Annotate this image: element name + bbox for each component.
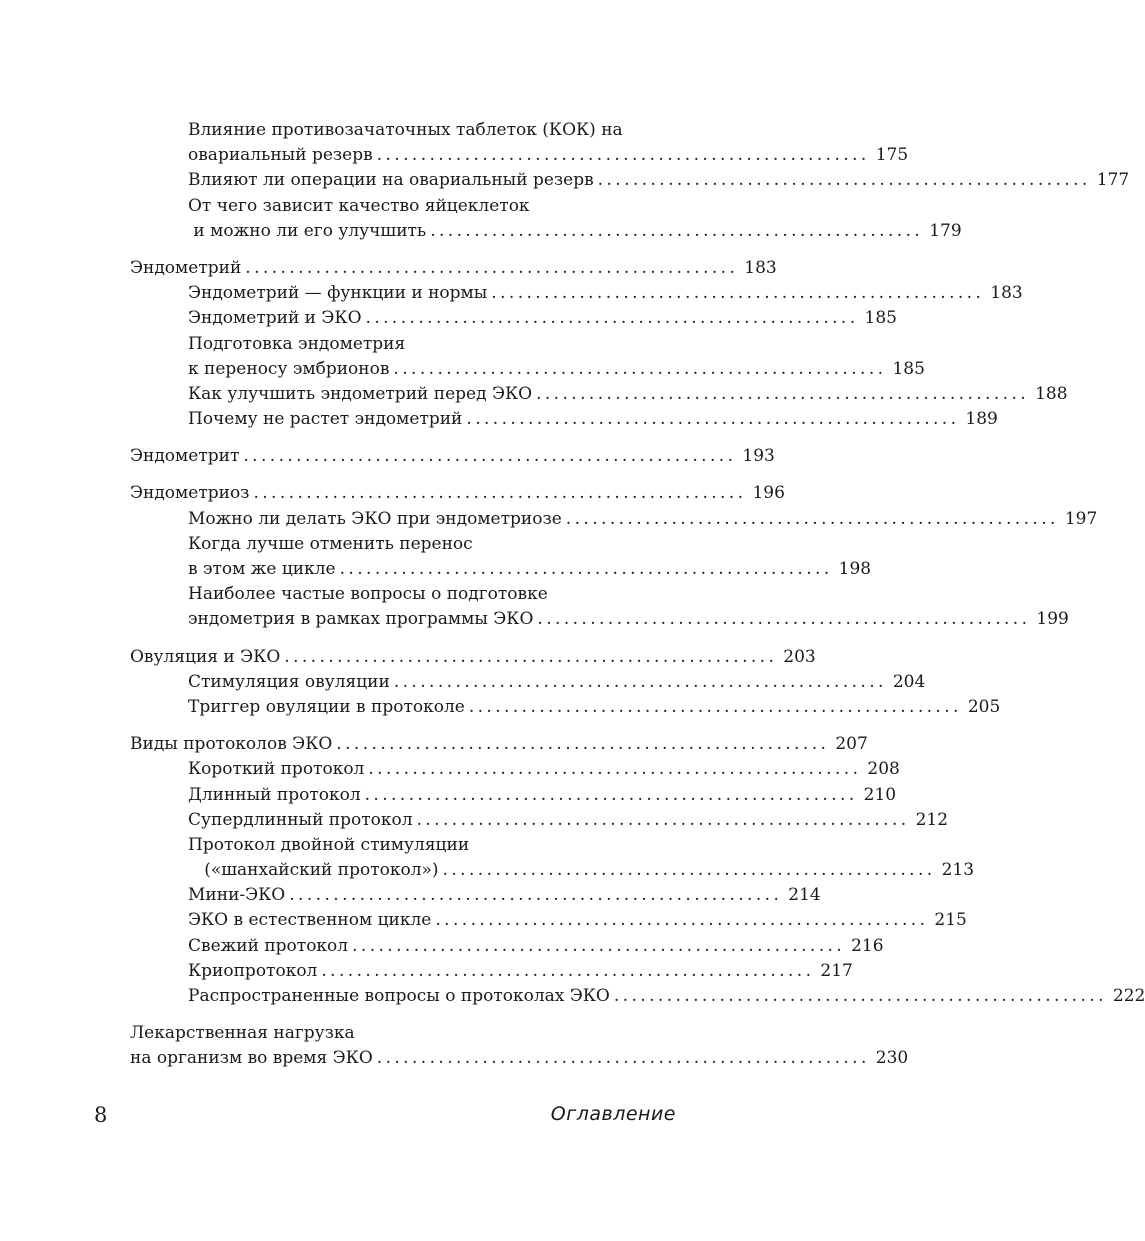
- toc-dot-leader: ........................................................: [416, 809, 910, 830]
- toc-entry-title: Лекарственная нагрузка: [130, 1023, 355, 1044]
- toc-entry-title: Короткий протокол: [188, 759, 365, 780]
- page-number: 8: [94, 1103, 108, 1127]
- toc-dot-leader: ........................................................: [468, 696, 962, 717]
- toc-page-number: 207: [835, 734, 868, 755]
- toc-entry-title: Криопротокол: [188, 960, 318, 981]
- toc-entry-title: Свежий протокол: [188, 935, 349, 956]
- toc-page-number: 215: [934, 910, 967, 931]
- toc-dot-leader: ........................................................: [245, 257, 739, 278]
- toc-page-number: 216: [851, 935, 884, 956]
- toc-dot-leader: ........................................................: [393, 358, 887, 379]
- toc-section-entry: [130, 332, 670, 357]
- toc-page-number: 183: [990, 283, 1023, 304]
- toc-group: [130, 256, 1068, 432]
- toc-group: [130, 732, 1145, 1009]
- toc-page-number: 185: [864, 308, 897, 329]
- toc-entry-title: эндометрия в рамках программы ЭКО: [188, 609, 534, 630]
- toc-dot-leader: ........................................................: [376, 1048, 870, 1069]
- toc-entry-title: Стимуляция овуляции: [188, 671, 390, 692]
- toc-page-number: 214: [788, 885, 821, 906]
- toc-entry-title: Почему не растет эндометрий: [188, 409, 463, 430]
- toc-entry-title: Как улучшить эндометрий перед ЭКО: [188, 383, 533, 404]
- toc-section-entry: [130, 908, 967, 933]
- toc-section-entry: [130, 143, 909, 168]
- toc-page-number: 189: [965, 409, 998, 430]
- toc-page-number: 197: [1064, 508, 1098, 529]
- toc-dot-leader: ........................................................: [365, 308, 859, 329]
- toc-group: [130, 444, 775, 469]
- toc-group: [130, 1021, 909, 1071]
- toc-dot-leader: ........................................................: [284, 646, 778, 667]
- toc-section-entry: [130, 984, 1145, 1009]
- toc-page-number: 193: [742, 446, 775, 467]
- toc-chapter-entry: [130, 1046, 909, 1071]
- toc-entry-title: От чего зависит качество яйцеклеток: [188, 195, 530, 216]
- toc-group: [130, 481, 1098, 632]
- toc-section-entry: [130, 808, 949, 833]
- toc-dot-leader: ........................................................: [536, 383, 1030, 404]
- toc-section-entry: [130, 281, 1023, 306]
- toc-page-number: 198: [838, 559, 872, 579]
- toc-page-number: 188: [1035, 383, 1068, 404]
- toc-entry-title: Влияют ли операции на овариальный резерв: [188, 170, 594, 191]
- toc-page-number: 196: [752, 483, 785, 504]
- toc-page-number: 183: [744, 257, 777, 278]
- toc-entry-title: Наиболее частые вопросы о подготовке: [188, 584, 548, 605]
- toc-entry-title: Мини-ЭКО: [188, 885, 286, 906]
- toc-page-number: 212: [915, 809, 949, 830]
- toc-chapter-entry: [130, 256, 777, 281]
- toc-section-entry: [130, 757, 900, 782]
- toc-dot-leader: ........................................................: [435, 910, 929, 931]
- toc-dot-leader: ........................................................: [565, 508, 1059, 529]
- toc-chapter-entry: [130, 732, 868, 757]
- toc-section-entry: [130, 833, 670, 858]
- toc-dot-leader: ........................................................: [368, 759, 862, 780]
- toc-page-number: 199: [1036, 609, 1069, 630]
- toc-entry-title: Виды протоколов ЭКО: [130, 734, 333, 755]
- running-footer-title: Оглавление: [550, 1103, 676, 1125]
- toc-section-entry: [130, 357, 925, 382]
- toc-page-number: 177: [1096, 170, 1130, 191]
- toc-entry-title: овариальный резерв: [188, 145, 373, 166]
- toc-dot-leader: ........................................................: [393, 671, 887, 692]
- toc-dot-leader: ........................................................: [430, 220, 924, 241]
- toc-dot-leader: ........................................................: [466, 409, 960, 430]
- toc-entry-title: Распространенные вопросы о протоколах ЭКО: [188, 986, 610, 1006]
- toc-section-entry: [130, 557, 872, 582]
- toc-group: [130, 645, 1001, 721]
- toc-entry-title: Супердлинный протокол: [188, 809, 413, 830]
- toc-page-number: 208: [867, 759, 900, 780]
- toc-page-number: 203: [783, 646, 816, 667]
- toc-page-number: 230: [875, 1048, 909, 1069]
- toc-page-number: 213: [941, 860, 975, 881]
- toc-section-entry: [130, 407, 998, 432]
- toc-section-entry: [130, 670, 926, 695]
- toc-dot-leader: ........................................................: [376, 145, 870, 166]
- table-of-contents: [130, 118, 1145, 1084]
- toc-section-entry: [130, 168, 1130, 193]
- toc-section-entry: [130, 858, 975, 883]
- toc-dot-leader: ........................................................: [352, 935, 846, 956]
- toc-entry-title: Эндометрий: [130, 257, 242, 278]
- toc-entry-title: Длинный протокол: [188, 784, 361, 805]
- toc-chapter-entry: [130, 645, 816, 670]
- toc-entry-title: на организм во время ЭКО: [130, 1048, 373, 1069]
- toc-dot-leader: ........................................................: [491, 283, 985, 304]
- toc-page-number: 217: [820, 960, 853, 981]
- toc-section-entry: [130, 306, 897, 331]
- toc-dot-leader: ........................................................: [321, 960, 815, 981]
- toc-entry-title: Подготовка эндометрия: [188, 333, 406, 354]
- toc-dot-leader: ........................................................: [597, 170, 1091, 191]
- toc-section-entry: [130, 959, 853, 984]
- toc-chapter-entry: [130, 481, 785, 506]
- toc-entry-title: Эндометрий — функции и нормы: [188, 283, 488, 304]
- toc-page-number: 205: [967, 696, 1001, 717]
- toc-dot-leader: ........................................................: [613, 986, 1107, 1006]
- toc-dot-leader: ........................................................: [289, 885, 783, 906]
- toc-page-number: 210: [863, 784, 897, 805]
- toc-page-number: 175: [875, 145, 909, 166]
- toc-page-number: 179: [929, 220, 962, 241]
- toc-section-entry: [130, 883, 821, 908]
- toc-section-entry: [130, 582, 670, 607]
- toc-page-number: 222: [1112, 986, 1145, 1006]
- toc-section-entry: [130, 382, 1068, 407]
- toc-entry-title: Когда лучше отменить перенос: [188, 533, 473, 554]
- toc-section-entry: [130, 194, 670, 219]
- toc-dot-leader: ........................................................: [243, 446, 737, 467]
- toc-dot-leader: ........................................................: [442, 860, 936, 881]
- toc-entry-title: и можно ли его улучшить: [188, 220, 427, 241]
- toc-entry-title: Триггер овуляции в протоколе: [188, 696, 465, 717]
- toc-entry-title: Можно ли делать ЭКО при эндометриозе: [188, 508, 562, 529]
- toc-entry-title: к переносу эмбрионов: [188, 358, 390, 379]
- toc-section-entry: [130, 118, 670, 143]
- toc-section-entry: [130, 934, 884, 959]
- toc-page-number: 185: [892, 358, 925, 379]
- toc-section-entry: [130, 532, 670, 557]
- toc-entry-title: в этом же цикле: [188, 559, 336, 579]
- toc-entry-title: Эндометрит: [130, 446, 240, 467]
- toc-entry-title: Протокол двойной стимуляции: [188, 834, 470, 855]
- toc-entry-title: Овуляция и ЭКО: [130, 646, 281, 667]
- toc-section-entry: [130, 783, 897, 808]
- toc-section-entry: [130, 219, 962, 244]
- toc-dot-leader: ........................................................: [336, 734, 830, 755]
- toc-entry-title: ЭКО в естественном цикле: [188, 910, 432, 931]
- toc-section-entry: [130, 507, 1098, 532]
- toc-dot-leader: ........................................................: [364, 784, 858, 805]
- toc-page-number: 204: [892, 671, 926, 692]
- toc-dot-leader: ........................................................: [253, 483, 747, 504]
- toc-section-entry: [130, 607, 1069, 632]
- toc-entry-title: Эндометриоз: [130, 483, 250, 504]
- toc-chapter-entry: [130, 444, 775, 469]
- toc-dot-leader: ........................................................: [537, 609, 1031, 630]
- toc-group: [130, 118, 1130, 244]
- toc-dot-leader: ........................................................: [339, 559, 833, 579]
- toc-chapter-entry: [130, 1021, 670, 1046]
- toc-entry-title: («шанхайский протокол»): [188, 860, 439, 881]
- toc-entry-title: Эндометрий и ЭКО: [188, 308, 362, 329]
- toc-section-entry: [130, 695, 1001, 720]
- toc-entry-title: Влияние противозачаточных таблеток (КОК) на: [188, 120, 623, 140]
